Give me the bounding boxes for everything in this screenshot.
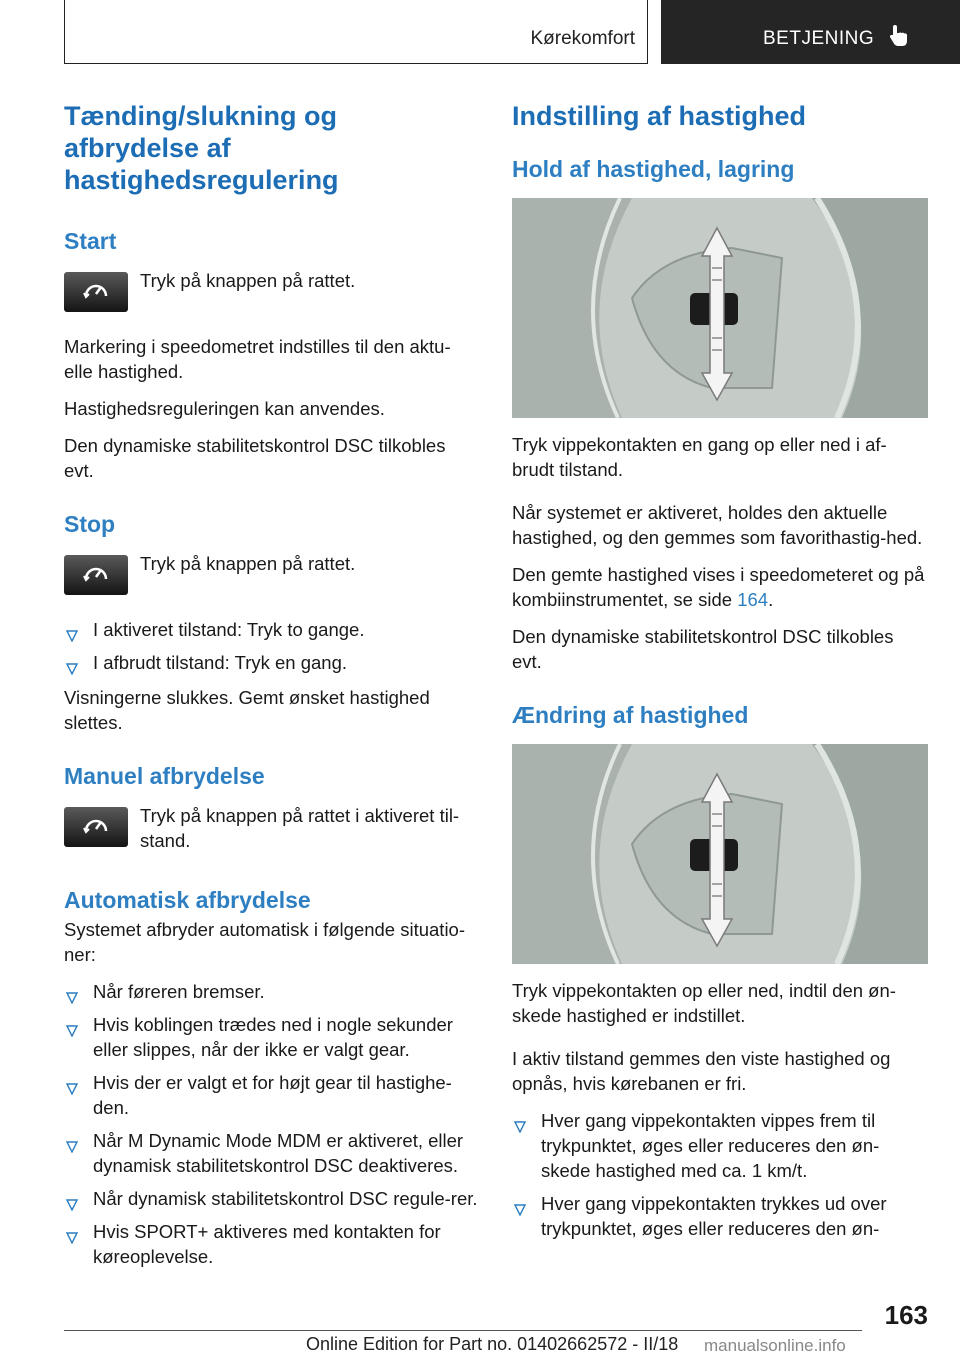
heading-automatic: Automatisk afbrydelse — [64, 887, 311, 913]
paragraph: I aktiv tilstand gemmes den viste hastighed og opnås, hvis kørebanen er fri. — [512, 1048, 891, 1094]
instruction-stop-text: Tryk på knappen på rattet. — [140, 553, 356, 574]
header-section-box — [64, 0, 648, 64]
section-title-on-off: Tænding/slukning og afbrydelse af hastighedsregulering — [64, 101, 339, 195]
section-title-set-speed: Indstilling af hastighed — [512, 101, 807, 131]
triangle-bullet-icon — [66, 1018, 78, 1043]
paragraph: Den dynamiske stabilitetskontrol DSC tilkobles evt. — [512, 626, 894, 672]
cruise-control-button-icon — [64, 272, 128, 312]
list-item: Hver gang vippekontakten vippes frem til trykpunktet, øges eller reduceres den øn-skede hastighed med ca. 1 km/t. — [512, 1108, 928, 1183]
footer-divider — [64, 1330, 862, 1331]
triangle-bullet-icon — [514, 1114, 526, 1139]
header-chapter-tab[interactable] — [661, 0, 960, 64]
page-reference-link[interactable]: 164 — [737, 589, 769, 610]
heading-change: Ændring af hastighed — [512, 702, 749, 728]
list-item: Hvis koblingen trædes ned i nogle sekunder eller slippes, når der ikke er valgt gear. — [64, 1012, 478, 1062]
stop-bullet-list — [64, 617, 478, 675]
list-item: Når dynamisk stabilitetskontrol DSC regule-rer. — [64, 1186, 478, 1211]
heading-stop: Stop — [64, 511, 116, 537]
triangle-bullet-icon — [66, 623, 78, 648]
triangle-bullet-icon — [66, 1225, 78, 1250]
header-chapter-label: BETJENING — [763, 28, 875, 49]
paragraph-with-reference: Den gemte hastighed vises i speedometeret og på kombiinstrumentet, se side 164. — [512, 564, 925, 610]
right-column — [512, 100, 928, 1251]
paragraph: Den dynamiske stabilitetskontrol DSC tilkobles evt. — [64, 435, 446, 481]
list-item: Hvis der er valgt et for højt gear til hastighe-den. — [64, 1070, 478, 1120]
heading-start: Start — [64, 228, 117, 254]
triangle-bullet-icon — [66, 1076, 78, 1101]
heading-manual: Manuel afbrydelse — [64, 763, 265, 789]
steering-wheel-rocker-illustration — [512, 198, 928, 418]
paragraph: Når systemet er aktiveret, holdes den aktuelle hastighed, og den gemmes som favorithastig-hed. — [512, 502, 923, 548]
paragraph: Visningerne slukkes. Gemt ønsket hastighed slettes. — [64, 687, 430, 733]
cruise-control-button-icon — [64, 807, 128, 847]
triangle-bullet-icon — [66, 1134, 78, 1159]
paragraph: Markering i speedometret indstilles til den aktu-elle hastighed. — [64, 336, 451, 382]
left-column — [64, 100, 478, 1279]
list-item: Hvis SPORT+ aktiveres med kontakten for køreoplevelse. — [64, 1219, 478, 1269]
triangle-bullet-icon — [66, 1192, 78, 1217]
list-item: Hver gang vippekontakten trykkes ud over trykpunktet, øges eller reduceres den øn- — [512, 1191, 928, 1241]
triangle-bullet-icon — [66, 656, 78, 681]
paragraph: Tryk vippekontakten op eller ned, indtil den øn-skede hastighed er indstillet. — [512, 980, 896, 1026]
paragraph: Hastighedsreguleringen kan anvendes. — [64, 398, 385, 419]
paragraph: Tryk vippekontakten en gang op eller ned i af-brudt tilstand. — [512, 434, 887, 480]
heading-hold: Hold af hastighed, lagring — [512, 156, 795, 182]
list-item: Når M Dynamic Mode MDM er aktiveret, eller dynamisk stabilitetskontrol DSC deaktiveres. — [64, 1128, 478, 1178]
instruction-start — [64, 268, 478, 316]
hand-pointer-icon — [889, 24, 911, 53]
watermark: manualsonline.info — [704, 1336, 846, 1355]
instruction-start-text: Tryk på knappen på rattet. — [140, 270, 356, 291]
paragraph: Systemet afbryder automatisk i følgende situatio-ner: — [64, 919, 466, 965]
instruction-stop — [64, 551, 478, 599]
list-item: I aktiveret tilstand: Tryk to gange. — [64, 617, 478, 642]
automatic-bullet-list — [64, 979, 478, 1269]
change-bullet-list — [512, 1108, 928, 1241]
page-number: 163 — [884, 1300, 928, 1330]
list-item: Når føreren bremser. — [64, 979, 478, 1004]
edition-note: Online Edition for Part no. 01402662572 - II/18 — [306, 1334, 679, 1354]
triangle-bullet-icon — [66, 985, 78, 1010]
instruction-manual — [64, 803, 478, 853]
triangle-bullet-icon — [514, 1197, 526, 1222]
steering-wheel-rocker-illustration — [512, 744, 928, 964]
header-section-title: Kørekomfort — [530, 28, 635, 49]
cruise-control-button-icon — [64, 555, 128, 595]
list-item: I afbrudt tilstand: Tryk en gang. — [64, 650, 478, 675]
instruction-manual-text: Tryk på knappen på rattet i aktiveret til-stand. — [140, 805, 460, 851]
